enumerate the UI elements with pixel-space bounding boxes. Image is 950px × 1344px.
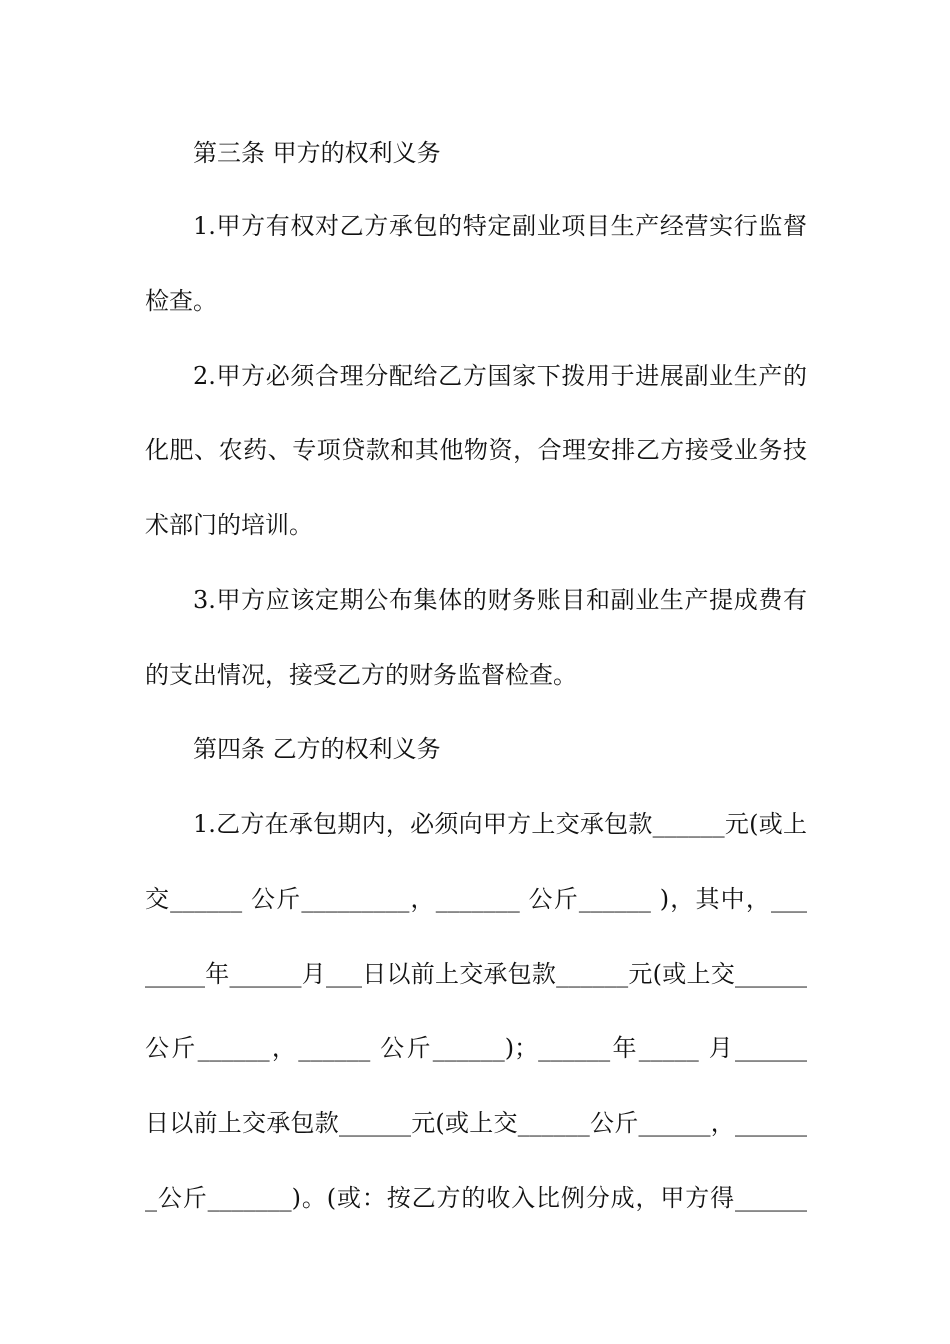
paragraph-line: 1.乙方在承包期内，必须向甲方上交承包款______元(或上 <box>193 810 807 838</box>
paragraph-line: 检查。 <box>145 287 217 315</box>
paragraph-line: 术部门的培训。 <box>145 511 313 539</box>
paragraph-line: 日以前上交承包款______元(或上交______公斤______，______ <box>145 1109 807 1137</box>
paragraph-line: _公斤_______)。(或：按乙方的收入比例分成，甲方得______ <box>145 1184 807 1212</box>
paragraph-line: 3.甲方应该定期公布集体的财务账目和副业生产提成费有 <box>193 586 807 614</box>
article-4-heading: 第四条 乙方的权利义务 <box>193 735 441 763</box>
article-3-heading: 第三条 甲方的权利义务 <box>193 139 441 167</box>
paragraph-line: _____年______月___日以前上交承包款______元(或上交______ <box>145 960 807 988</box>
paragraph-line: 1.甲方有权对乙方承包的特定副业项目生产经营实行监督 <box>193 212 807 240</box>
paragraph-line: 的支出情况，接受乙方的财务监督检查。 <box>145 661 577 689</box>
paragraph-line: 2.甲方必须合理分配给乙方国家下拨用于进展副业生产的 <box>193 362 807 390</box>
paragraph-line: 交______ 公斤_________，_______ 公斤______ )，其中，___ <box>145 885 807 913</box>
paragraph-line: 公斤______，______ 公斤______)；______年_____ 月______ <box>145 1034 807 1062</box>
paragraph-line: 化肥、农药、专项贷款和其他物资，合理安排乙方接受业务技 <box>145 436 807 464</box>
